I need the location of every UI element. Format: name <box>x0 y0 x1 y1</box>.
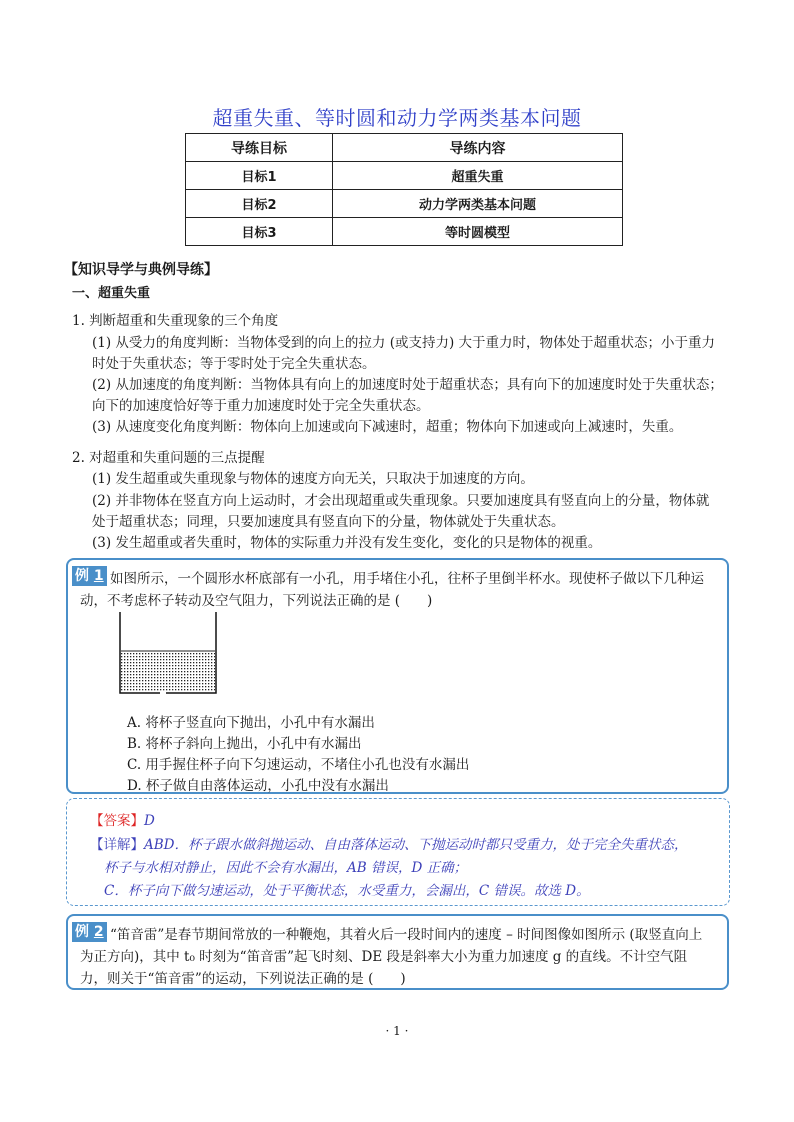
point1-line: 向下的加速度恰好等于重力加速度时处于完全失重状态。 <box>92 398 430 414</box>
example2-stem: 为正方向)，其中 t₀ 时刻为“笛音雷”起飞时刻、DE 段是斜率大小为重力加速度 g 的直线。不计空气阻 <box>80 949 688 965</box>
detail-text: 杯子与水相对静止，因此不会有水漏出，AB 错误，D 正确； <box>104 860 468 876</box>
table-row <box>186 162 623 190</box>
goal-content: 动力学两类基本问题 <box>333 190 623 218</box>
goal-label: 目标3 <box>186 218 333 246</box>
example-tag-number: 1 <box>93 568 104 584</box>
point2-line: (3) 发生超重或者失重时，物体的实际重力并没有发生变化，变化的只是物体的视重。 <box>92 535 602 551</box>
answer-label: 【答案】 <box>90 813 144 829</box>
option-d: D. 杯子做自由落体运动，小孔中没有水漏出 <box>127 778 389 794</box>
option-a: A. 将杯子竖直向下抛出，小孔中有水漏出 <box>127 715 375 731</box>
goal-label: 目标2 <box>186 190 333 218</box>
example1-stem: 如图所示，一个圆形水杯底部有一小孔，用手堵住小孔，往杯子里倒半杯水。现使杯子做以下几种运 <box>110 571 704 587</box>
example2-stem: “笛音雷”是春节期间常放的一种鞭炮，其着火后一段时间内的速度 – 时间图像如图所示 (取竖直向上 <box>110 927 703 943</box>
goals-header-content: 导练内容 <box>333 134 623 162</box>
goals-header-target: 导练目标 <box>186 134 333 162</box>
answer-line <box>90 809 155 829</box>
point1-line: (1) 从受力的角度判断：当物体受到的向上的拉力 (或支持力) 大于重力时，物体处于超重状态；小于重力 <box>92 335 716 351</box>
goal-content: 超重失重 <box>333 162 623 190</box>
point1-title: 1. 判断超重和失重现象的三个角度 <box>72 313 279 329</box>
example1-tag <box>72 566 107 586</box>
point2-line: 处于超重状态；同理，只要加速度具有竖直向下的分量，物体就处于失重状态。 <box>92 514 565 530</box>
detail-label: 【详解】 <box>90 837 144 853</box>
detail-line <box>90 833 688 853</box>
detail-text: ABD．杯子跟水做斜抛运动、自由落体运动、下抛运动时都只受重力，处于完全失重状态， <box>144 837 688 853</box>
option-b: B. 将杯子斜向上抛出，小孔中有水漏出 <box>127 736 362 752</box>
point2-line: (2) 并非物体在竖直方向上运动时，才会出现超重或失重现象。只要加速度具有竖直向上的分量，物体就 <box>92 493 710 509</box>
example-tag-number: 2 <box>93 924 104 940</box>
detail-text: C．杯子向下做匀速运动，处于平衡状态，水受重力，会漏出，C 错误。故选 D。 <box>104 883 590 899</box>
table-row <box>186 190 623 218</box>
goal-content: 等时圆模型 <box>333 218 623 246</box>
point2-title: 2. 对超重和失重问题的三点提醒 <box>72 450 265 466</box>
point2-line: (1) 发生超重或失重现象与物体的速度方向无关，只取决于加速度的方向。 <box>92 471 534 487</box>
water <box>121 651 215 692</box>
section-title: 一、超重失重 <box>72 286 151 301</box>
cup-diagram <box>112 608 224 700</box>
point1-line: (2) 从加速度的角度判断：当物体具有向上的加速度时处于超重状态；具有向下的加速度时处于失重状态； <box>92 377 723 393</box>
example-tag-label: 例 <box>75 568 89 584</box>
table-row <box>186 218 623 246</box>
point1-line: 时处于失重状态；等于零时处于完全失重状态。 <box>92 356 376 372</box>
goals-table-header <box>186 134 623 162</box>
section-header: 【知识导学与典例导练】 <box>64 262 218 278</box>
example-tag-label: 例 <box>75 924 89 940</box>
example2-stem: 力，则关于“笛音雷”的运动，下列说法正确的是 ( ) <box>80 971 406 987</box>
page-number: · 1 · <box>385 1024 409 1038</box>
point1-line: (3) 从速度变化角度判断：物体向上加速或向下减速时，超重；物体向下加速或向上减速时，失重。 <box>92 419 683 435</box>
answer-value: D <box>144 813 155 829</box>
example1-stem: 动，不考虑杯子转动及空气阻力，下列说法正确的是 ( ) <box>80 593 433 609</box>
example2-tag <box>72 922 107 942</box>
goal-label: 目标1 <box>186 162 333 190</box>
goals-table <box>185 133 623 246</box>
document-title: 超重失重、等时圆和动力学两类基本问题 <box>212 106 582 130</box>
option-c: C. 用手握住杯子向下匀速运动，不堵住小孔也没有水漏出 <box>127 757 470 773</box>
